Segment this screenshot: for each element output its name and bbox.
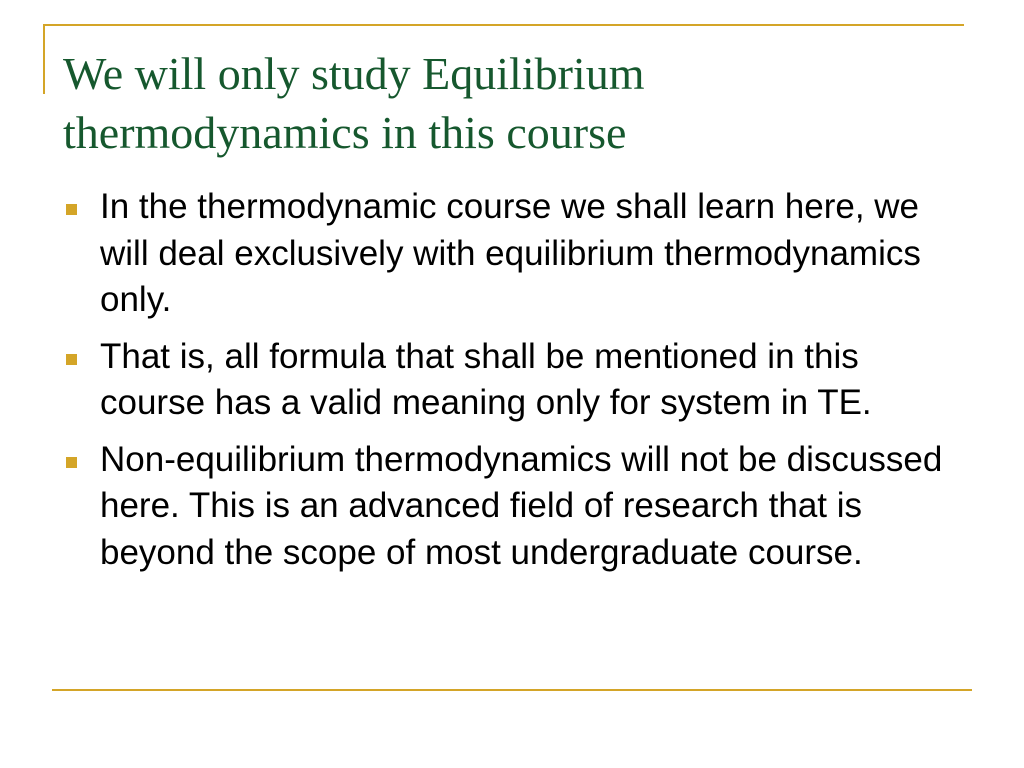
square-bullet-icon [66, 354, 77, 365]
bullet-item [64, 184, 964, 324]
bullet-text: That is, all formula that shall be mentioned in this course has a valid meaning only for system in TE. [100, 336, 872, 422]
bottom-divider [52, 689, 972, 691]
slide-title: We will only study Equilibrium thermodynamics in this course [63, 48, 645, 158]
top-divider [43, 24, 964, 26]
bullet-text: Non-equilibrium thermodynamics will not be discussed here. This is an advanced field of research that is beyond the scope of most undergraduate course. [100, 439, 943, 572]
bullet-item [64, 437, 964, 577]
bullet-text: In the thermodynamic course we shall learn here, we will deal exclusively with equilibrium thermodynamics only. [100, 187, 921, 319]
left-divider [43, 24, 45, 94]
square-bullet-icon [66, 457, 77, 468]
bullet-list [64, 184, 964, 586]
square-bullet-icon [66, 204, 77, 215]
bullet-item [64, 334, 964, 427]
